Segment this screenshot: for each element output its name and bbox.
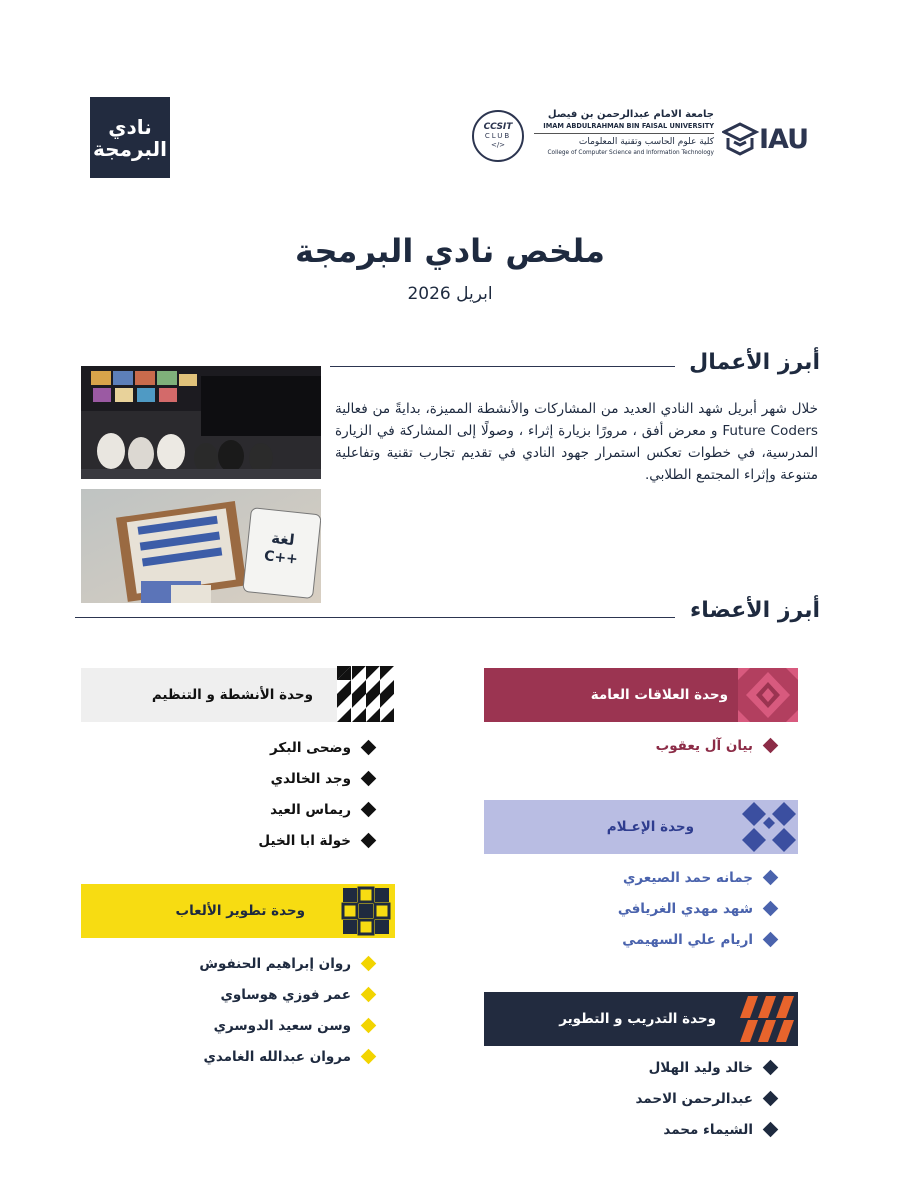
college-en-name: College of Computer Science and Information Technology — [547, 150, 714, 156]
iau-logo — [722, 118, 812, 158]
university-logo-block — [472, 100, 810, 170]
diamond-bullet-icon — [361, 771, 377, 787]
member-name: عبدالرحمن الاحمد — [635, 1090, 753, 1107]
diamond-bullet-icon — [361, 956, 377, 972]
member-name: خولة ابا الخيل — [258, 832, 351, 849]
member-item — [258, 825, 374, 856]
member-name: بيان آل يعقوب — [655, 737, 753, 754]
member-name: ريماس العيد — [270, 801, 351, 818]
member-list-public-relations — [656, 730, 776, 761]
unit-title-training: وحدة التدريب و التطوير — [559, 1011, 716, 1027]
iau-abbr: IAU — [759, 124, 809, 155]
member-list-games — [199, 948, 374, 1072]
unit-title-activities: وحدة الأنشطة و التنظيم — [151, 687, 313, 703]
member-item — [258, 763, 374, 794]
member-name: وسن سعيد الدوسري — [213, 1017, 351, 1034]
member-list-media — [618, 862, 776, 955]
member-item — [635, 1083, 776, 1114]
diamond-bullet-icon — [763, 901, 779, 917]
university-name — [534, 108, 714, 158]
member-item — [635, 1114, 776, 1145]
member-list-activities — [258, 732, 374, 856]
diamond-bullet-icon — [361, 740, 377, 756]
members-divider — [75, 617, 675, 618]
photo2-card — [254, 526, 310, 569]
university-ar-name: جامعة الامام عبدالرحمن بن فيصل — [547, 109, 714, 120]
member-name: خالد وليد الهلال — [648, 1059, 753, 1076]
diamond-bullet-icon — [763, 1122, 779, 1138]
photo2-card-line-1: لغة — [270, 528, 296, 550]
member-item — [618, 862, 776, 893]
ccsit-club-logo — [472, 110, 524, 162]
member-name: جمانه حمد الصيعري — [623, 869, 753, 886]
member-name: عمر فوزي هوساوي — [220, 986, 351, 1003]
unit-bar-games — [81, 884, 395, 938]
page-title: ملخص نادي البرمجة — [295, 232, 605, 270]
diamond-bullet-icon — [763, 870, 779, 886]
unit-bar-media — [484, 800, 798, 854]
member-list-training — [635, 1052, 776, 1145]
ccsit-logo-club: CLUB — [484, 132, 512, 140]
page-subtitle: ابريل 2026 — [407, 284, 493, 304]
pattern-diamond-icon — [738, 668, 798, 722]
diamond-bullet-icon — [763, 1060, 779, 1076]
pattern-stripes-icon — [738, 992, 798, 1046]
diamond-bullet-icon — [361, 1049, 377, 1065]
iau-emblem-icon — [722, 118, 762, 158]
university-en-name: IMAM ABDULRAHMAN BIN FAISAL UNIVERSITY — [543, 122, 714, 130]
member-item — [618, 924, 776, 955]
unit-title-media: وحدة الإعـلام — [606, 819, 694, 835]
member-item — [258, 732, 374, 763]
pattern-diamonds-icon — [740, 800, 798, 854]
diamond-bullet-icon — [763, 1091, 779, 1107]
highlights-heading: أبرز الأعمال — [689, 350, 820, 375]
pattern-blocks-icon — [339, 884, 395, 938]
members-heading: أبرز الأعضاء — [690, 598, 820, 623]
ccsit-logo-code: </> — [490, 141, 506, 149]
diamond-bullet-icon — [763, 738, 779, 754]
member-name: الشيماء محمد — [663, 1121, 753, 1138]
diamond-bullet-icon — [763, 932, 779, 948]
pattern-triangles-icon — [337, 666, 395, 724]
diamond-bullet-icon — [361, 1018, 377, 1034]
member-item — [618, 893, 776, 924]
event-photo-2 — [81, 489, 321, 603]
unit-bar-public-relations — [484, 668, 798, 722]
member-name: شهد مهدي الغريافي — [617, 900, 753, 917]
highlights-paragraph: خلال شهر أبريل شهد النادي العديد من المشاركات والأنشطة المميزة، بدايةً من فعالية Future Coders و معرض أفق ، مرورًا بزيارة إثراء ، وصولًا إلى المشاركة في الزيارة المدرسية، في خطوات تعكس استمرار جهود النادي في تقديم تجارب تقنية وتفاعلية متنوعة وإثراء المجتمع الطلابي. — [335, 401, 818, 483]
club-logo-line-1: نادي — [108, 114, 152, 139]
club-logo — [90, 97, 170, 178]
member-name: مروان عبدالله الغامدي — [203, 1048, 351, 1065]
member-item — [199, 1010, 374, 1041]
college-ar-name: كلية علوم الحاسب وتقنية المعلومات — [534, 133, 714, 149]
highlights-divider — [330, 366, 675, 367]
member-name: اريام علي السهيمي — [622, 931, 753, 948]
diamond-bullet-icon — [361, 987, 377, 1003]
diamond-bullet-icon — [361, 833, 377, 849]
member-item — [258, 794, 374, 825]
unit-bar-activities — [81, 668, 395, 722]
ccsit-logo-text: CCSIT — [483, 122, 513, 132]
member-name: روان إبراهيم الحنفوش — [199, 955, 351, 972]
unit-title-public-relations: وحدة العلاقات العامة — [590, 687, 728, 703]
member-item — [199, 979, 374, 1010]
member-name: وضحى البكر — [270, 739, 351, 756]
club-logo-line-2: البرمجة — [93, 136, 167, 161]
photo2-card-line-2: C++ — [263, 548, 299, 568]
member-item — [199, 948, 374, 979]
member-name: وجد الخالدي — [270, 770, 351, 787]
diamond-bullet-icon — [361, 802, 377, 818]
member-item — [635, 1052, 776, 1083]
event-photo-1 — [81, 366, 321, 479]
unit-bar-training — [484, 992, 798, 1046]
member-item — [199, 1041, 374, 1072]
unit-title-games: وحدة تطوير الألعاب — [175, 903, 305, 919]
member-item — [656, 730, 776, 761]
